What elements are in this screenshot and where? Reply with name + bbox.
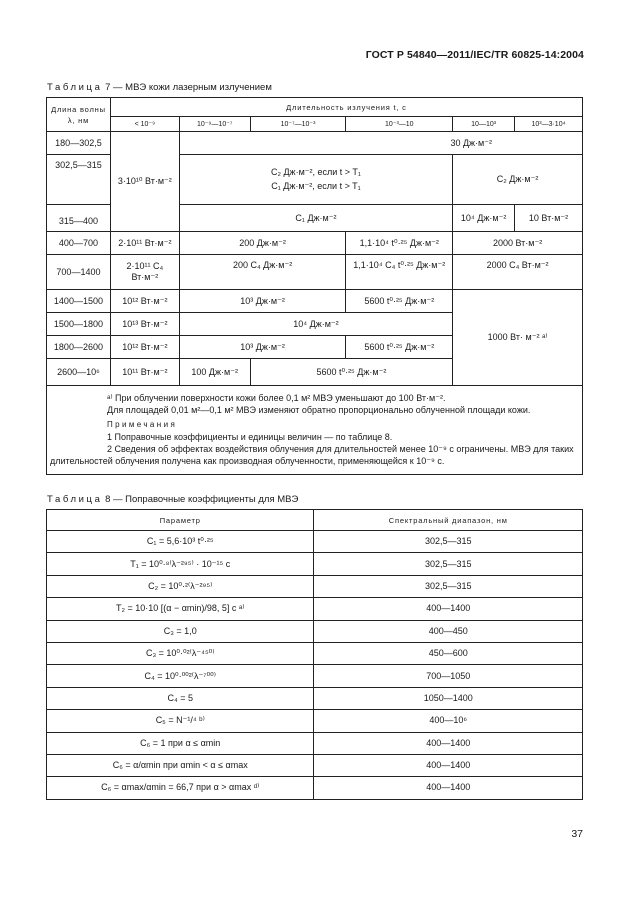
range-cell: 400—450 bbox=[314, 620, 583, 642]
range-cell: 1050—1400 bbox=[314, 687, 583, 709]
wave-cell: 400—700 bbox=[47, 232, 111, 255]
table-cell: 5600 t⁰·²⁵ Дж·м⁻² bbox=[346, 336, 453, 359]
col-header: 10⁻⁷—10⁻³ bbox=[250, 117, 346, 132]
param-cell: C₃ = 10⁰·⁰²⁽λ⁻⁴⁵⁰⁾ bbox=[47, 642, 314, 664]
table-cell: 10¹² Вт·м⁻² bbox=[110, 336, 179, 359]
table8-caption: Таблица 8 — Поправочные коэффициенты для МВЭ bbox=[47, 494, 299, 505]
table-cell: 100 Дж·м⁻² bbox=[179, 359, 250, 386]
footnote-a-cont: Для площадей 0,01 м²—0,1 м² МВЭ изменяют обратно пропорционально облученной площади кожи. bbox=[107, 405, 531, 416]
col-header: 10⁻³—10 bbox=[346, 117, 453, 132]
range-header: Спектральный диапазон, нм bbox=[314, 510, 583, 531]
table8 bbox=[46, 509, 583, 800]
note-1: 1 Поправочные коэффициенты и единицы величин — по таблице 8. bbox=[107, 431, 393, 442]
param-cell: C₆ = α/αmin при αmin < α ≤ αmax bbox=[47, 754, 314, 776]
range-cell: 400—1400 bbox=[314, 732, 583, 754]
wave-header: Длина волны λ, нм bbox=[47, 98, 111, 132]
col-header: < 10⁻⁹ bbox=[110, 117, 179, 132]
col-header: 10⁻⁹—10⁻⁷ bbox=[179, 117, 250, 132]
note-2: 2 Сведения об эффектах воздействия облучения для длительностей менее 10⁻⁹ с ограничены. МВЭ для таких длительностей облучения получена как производная облученности, применяющейся к 10⁻⁹ с. bbox=[50, 444, 574, 467]
range-cell: 400—10⁶ bbox=[314, 710, 583, 732]
table7-caption: Таблица 7 — МВЭ кожи лазерным излучением bbox=[47, 82, 272, 93]
table-cell: 30 Дж·м⁻² bbox=[179, 132, 582, 155]
footnote-a: ᵃ⁾ При облучении поверхности кожи более 0,1 м² МВЭ уменьшают до 100 Вт·м⁻². bbox=[107, 393, 446, 403]
wave-cell: 2600—10⁶ bbox=[47, 359, 111, 386]
table7 bbox=[46, 97, 583, 475]
table-cell: 1000 Вт· м⁻² ᵃ⁾ bbox=[453, 290, 583, 386]
param-cell: C₄ = 5 bbox=[47, 687, 314, 709]
table-cell: C₁ Дж·м⁻² bbox=[179, 205, 452, 232]
wave-cell: 1500—1800 bbox=[47, 313, 111, 336]
table-cell: 10 Вт·м⁻² bbox=[515, 205, 583, 232]
param-cell: C₆ = αmax/αmin = 66,7 при α > αmax ᵈ⁾ bbox=[47, 777, 314, 799]
table-cell: 2·10¹¹ C₄ Вт·м⁻² bbox=[110, 255, 179, 290]
table-cell: 5600 t⁰·²⁵ Дж·м⁻² bbox=[250, 359, 453, 386]
table-cell: 5600 t⁰·²⁵ Дж·м⁻² bbox=[346, 290, 453, 313]
range-cell: 400—1400 bbox=[314, 754, 583, 776]
wave-cell: 180—302,5 bbox=[47, 132, 111, 155]
table-cell: 10³ Дж·м⁻² bbox=[179, 336, 346, 359]
table-cell: 10⁴ Дж·м⁻² bbox=[179, 313, 452, 336]
param-cell: C₄ = 10⁰·⁰⁰²⁽λ⁻⁷⁰⁰⁾ bbox=[47, 665, 314, 687]
range-cell: 400—1400 bbox=[314, 598, 583, 620]
range-cell: 302,5—315 bbox=[314, 553, 583, 575]
param-cell: T₁ = 10⁰·⁸⁽λ⁻²⁹⁵⁾ · 10⁻¹⁵ с bbox=[47, 553, 314, 575]
table-cell: 200 Дж·м⁻² bbox=[179, 232, 346, 255]
notes-title: Примечания bbox=[107, 419, 178, 429]
table-cell: 200 C₄ Дж·м⁻² bbox=[179, 255, 346, 290]
table-cell: 10⁴ Дж·м⁻² bbox=[453, 205, 515, 232]
table-cell: C₂ Дж·м⁻² bbox=[453, 155, 583, 205]
range-cell: 450—600 bbox=[314, 642, 583, 664]
table-cell: 10¹² Вт·м⁻² bbox=[110, 290, 179, 313]
param-cell: C₁ = 5,6·10³ t⁰·²⁵ bbox=[47, 531, 314, 553]
table-cell: 10¹³ Вт·м⁻² bbox=[110, 313, 179, 336]
wave-cell: 1400—1500 bbox=[47, 290, 111, 313]
table-cell: 1,1·10⁴ t⁰·²⁵ Дж·м⁻² bbox=[346, 232, 453, 255]
param-cell: T₂ = 10·10 [(α − αmin)/98, 5] с ᵃ⁾ bbox=[47, 598, 314, 620]
range-cell: 302,5—315 bbox=[314, 531, 583, 553]
wave-cell: 1800—2600 bbox=[47, 336, 111, 359]
param-cell: C₂ = 10⁰·²⁽λ⁻²⁹⁵⁾ bbox=[47, 575, 314, 597]
range-cell: 700—1050 bbox=[314, 665, 583, 687]
table-cell: 2000 C₄ Вт·м⁻² bbox=[453, 255, 583, 290]
document-header: ГОСТ Р 54840—2011/IEC/TR 60825-14:2004 bbox=[365, 49, 584, 61]
table-cell: 2·10¹¹ Вт·м⁻² bbox=[110, 232, 179, 255]
table-cell: 10¹¹ Вт·м⁻² bbox=[110, 359, 179, 386]
param-cell: C₃ = 1,0 bbox=[47, 620, 314, 642]
range-cell: 302,5—315 bbox=[314, 575, 583, 597]
param-header: Параметр bbox=[47, 510, 314, 531]
table-cell: 3·10¹⁰ Вт·м⁻² bbox=[110, 132, 179, 232]
table-cell: 1,1·10⁴ C₄ t⁰·²⁵ Дж·м⁻² bbox=[346, 255, 453, 290]
col-header: 10³—3·10⁴ bbox=[515, 117, 583, 132]
page-number: 37 bbox=[571, 828, 583, 840]
table-cell: 10³ Дж·м⁻² bbox=[179, 290, 346, 313]
param-cell: C₅ = N⁻¹/⁴ ᵇ⁾ bbox=[47, 710, 314, 732]
table-cell: 2000 Вт·м⁻² bbox=[453, 232, 583, 255]
duration-header: Длительность излучения t, с bbox=[110, 98, 582, 117]
table-cell: C₂ Дж·м⁻², если t > T₁ C₁ Дж·м⁻², если t > T₁ bbox=[179, 155, 452, 205]
wave-cell: 302,5—315 bbox=[47, 155, 111, 205]
param-cell: C₆ = 1 при α ≤ αmin bbox=[47, 732, 314, 754]
col-header: 10—10³ bbox=[453, 117, 515, 132]
wave-cell: 700—1400 bbox=[47, 255, 111, 290]
table7-notes bbox=[47, 386, 583, 475]
range-cell: 400—1400 bbox=[314, 777, 583, 799]
wave-cell: 315—400 bbox=[47, 205, 111, 232]
